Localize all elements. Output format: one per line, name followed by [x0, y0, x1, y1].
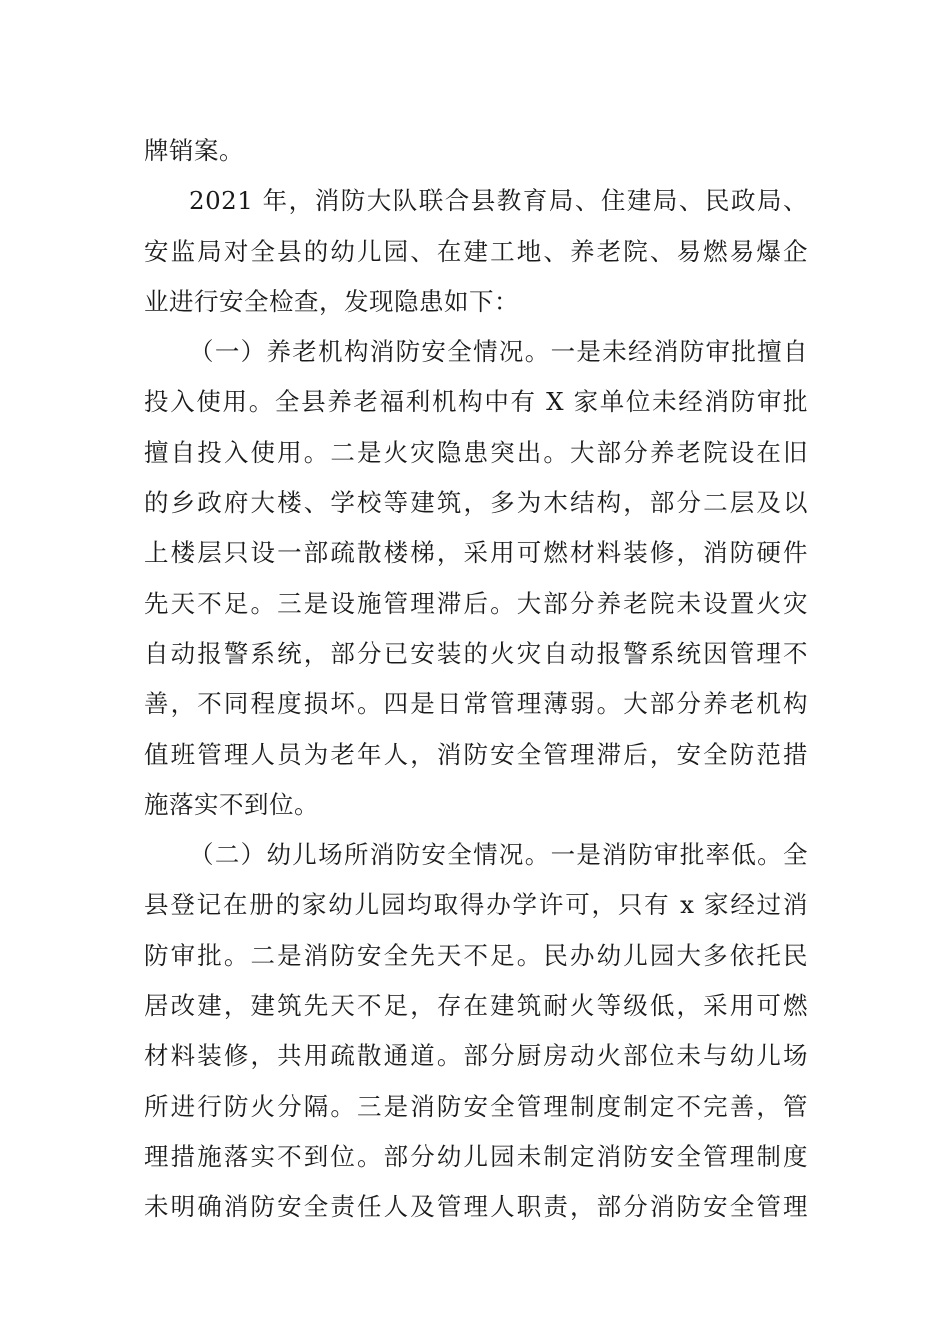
text-line: 未明确消防安全责任人及管理人职责，部分消防安全管理 [144, 1192, 808, 1222]
text-line: 善，不同程度损坏。四是日常管理薄弱。大部分养老机构 [144, 689, 808, 719]
document-body [144, 126, 808, 1233]
text-line: 擅自投入使用。二是火灾隐患突出。大部分养老院设在旧 [144, 437, 808, 467]
text-line: 先天不足。三是设施管理滞后。大部分养老院未设置火灾 [144, 588, 808, 618]
text-line: 牌销案。 [144, 136, 244, 165]
text-line: 业进行安全检查，发现隐患如下： [144, 286, 519, 316]
text-line: 防审批。二是消防安全先天不足。民办幼儿园大多依托民 [144, 940, 808, 970]
text-line: 值班管理人员为老年人，消防安全管理滞后，安全防范措 [144, 739, 808, 769]
text-line: （一）养老机构消防安全情况。一是未经消防审批擅自 [189, 337, 808, 367]
text-line: 的乡政府大楼、学校等建筑，多为木结构，部分二层及以 [144, 488, 808, 518]
text-line: 所进行防火分隔。三是消防安全管理制度制定不完善，管 [144, 1091, 808, 1121]
text-line: （二）幼儿场所消防安全情况。一是消防审批率低。全 [189, 840, 808, 870]
text-line: 上楼层只设一部疏散楼梯，采用可燃材料装修，消防硬件 [144, 538, 808, 568]
text-line: 投入使用。全县养老福利机构中有 X 家单位未经消防审批 [144, 387, 808, 417]
text-line: 2021 年，消防大队联合县教育局、住建局、民政局、 [189, 186, 808, 216]
text-line: 县登记在册的家幼儿园均取得办学许可，只有 x 家经过消 [144, 890, 808, 920]
text-line: 自动报警系统，部分已安装的火灾自动报警系统因管理不 [144, 638, 808, 668]
text-line: 施落实不到位。 [144, 789, 319, 819]
text-line: 居改建，建筑先天不足，存在建筑耐火等级低，采用可燃 [144, 991, 808, 1021]
text-line: 理措施落实不到位。部分幼儿园未制定消防安全管理制度 [144, 1141, 808, 1171]
text-line: 材料装修，共用疏散通道。部分厨房动火部位未与幼儿场 [144, 1041, 808, 1071]
text-line: 安监局对全县的幼儿园、在建工地、养老院、易燃易爆企 [144, 236, 808, 266]
